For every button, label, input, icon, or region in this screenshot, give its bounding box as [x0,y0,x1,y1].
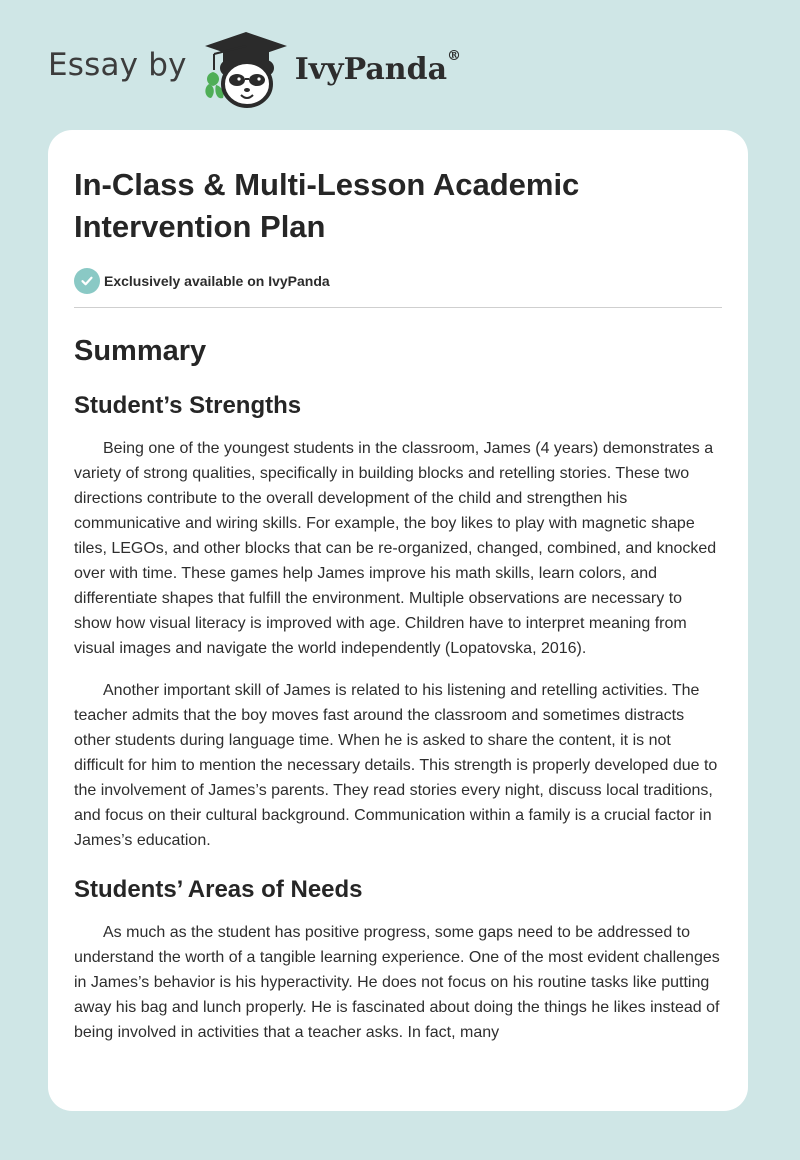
paragraph: Another important skill of James is related to his listening and retelling activities. The teacher admits that the boy moves fast around the classroom and sometimes distracts other students during language time. When he is asked to share the content, it is not difficult for him to mention the necessary details. This strength is properly developed due to the involvement of James’s parents. They read stories every night, discuss local traditions, and focus on their cultural background. Communication within a family is a crucial factor in James’s education. [74,682,718,849]
essay-card [48,130,748,1111]
section-heading-strengths: Student’s Strengths [74,392,302,419]
page-title: In-Class & Multi-Lesson Academic Intervention Plan [74,167,580,244]
section-heading-needs: Students’ Areas of Needs [74,876,363,903]
paragraph: Being one of the youngest students in the classroom, James (4 years) demonstrates a variety of strong qualities, specifically in building blocks and retelling stories. These two directions contribute to the overall development of the child and strengthen his communicative and wiring skills. For example, the boy likes to play with magnetic shape tiles, LEGOs, and other blocks that can be re-organized, changed, combined, and knocked over with time. These games help James improve his math skills, learn colors, and differentiate shapes that fulfill the environment. Multiple observations are necessary to show how visual literacy is improved with age. Children have to interpret meaning from visual images and navigate the world independently (Lopatovska, 2016). [74,440,717,657]
registered-mark: ® [447,47,462,64]
panda-graduate-logo-icon[interactable] [201,28,291,112]
exclusive-label: Exclusively available on IvyPanda [104,273,330,289]
essay-by-label: Essay by [48,47,187,83]
paragraph: As much as the student has positive progress, some gaps need to be addressed to understand the worth of a tangible learning experience. One of the most evident challenges in James’s behavior is his hyperactivity. He does not focus on his routine tasks like putting away his bag and lunch properly. He is fascinated about doing the things he likes instead of being involved in activities that a teacher asks. In fact, many [74,924,720,1041]
check-icon [74,268,100,294]
exclusive-badge [74,268,722,294]
divider [74,307,722,308]
site-header [48,28,461,112]
brand-name[interactable]: IvyPanda® [294,47,462,87]
summary-heading: Summary [74,335,207,367]
